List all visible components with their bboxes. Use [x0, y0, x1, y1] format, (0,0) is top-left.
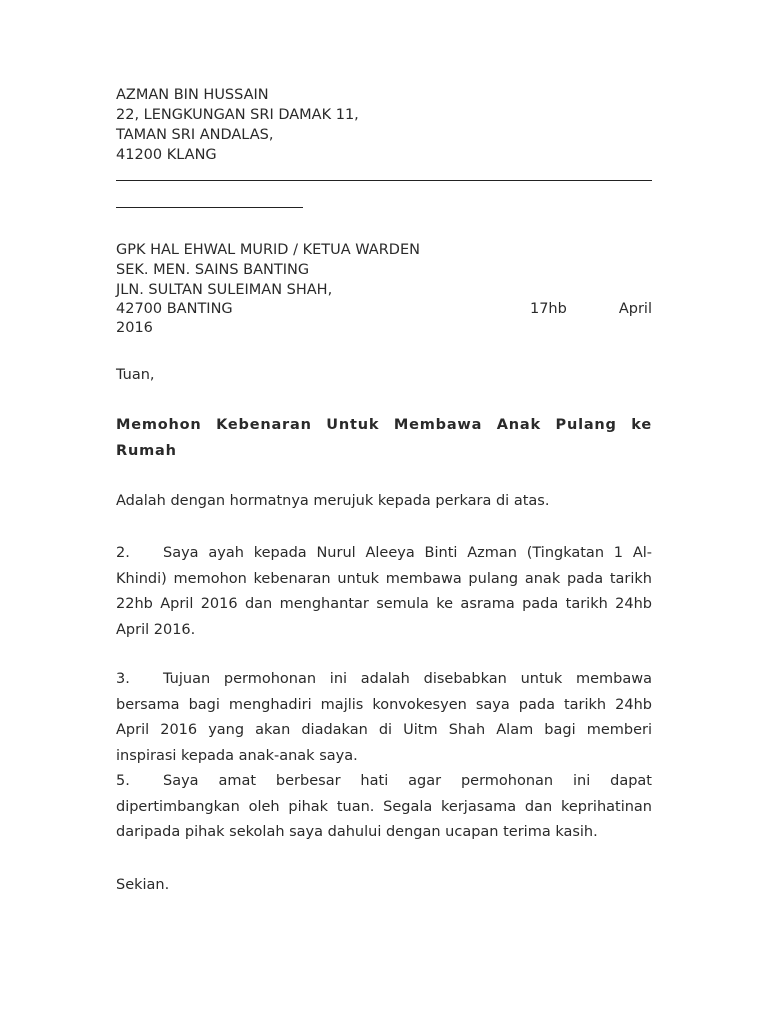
- separator-rule-long: [116, 180, 652, 181]
- paragraph-number: 5.: [116, 773, 130, 789]
- paragraph: [116, 769, 652, 846]
- recipient-title: GPK HAL EHWAL MURID / KETUA WARDEN: [116, 242, 420, 258]
- sender-address-line2: TAMAN SRI ANDALAS,: [116, 127, 274, 143]
- paragraph-number: 3.: [116, 671, 130, 687]
- sender-address-line1: 22, LENGKUNGAN SRI DAMAK 11,: [116, 107, 359, 123]
- date-day: 17hb: [529, 301, 567, 317]
- sender-address-line3: 41200 KLANG: [116, 147, 217, 163]
- paragraph-text: Saya amat berbesar hati agar permohonan ini dapat dipertimbangkan oleh pihak tuan. Segala kerjasama dan keprihatinan daripada pihak sekolah saya dahului dengan ucapan terima kasih.: [116, 773, 652, 840]
- recipient-postcode-date-row: [116, 299, 652, 319]
- date-year: 2016: [116, 320, 153, 336]
- paragraph: [116, 541, 652, 643]
- letter-subject: Memohon Kebenaran Untuk Membawa Anak Pulang ke Rumah: [116, 417, 652, 459]
- recipient-street: JLN. SULTAN SULEIMAN SHAH,: [116, 282, 333, 298]
- sender-name: AZMAN BIN HUSSAIN: [116, 87, 269, 103]
- separator-rule-short: [116, 207, 303, 208]
- date-month: April: [618, 301, 652, 317]
- paragraph-text: Tujuan permohonan ini adalah disebabkan untuk membawa bersama bagi menghadiri majlis konvokesyen saya pada tarikh 24hb April 2016 yang akan diadakan di Uitm Shah Alam bagi memberi inspirasi kepada anak-anak saya.: [116, 671, 652, 764]
- paragraph-text: Saya ayah kepada Nurul Aleeya Binti Azman (Tingkatan 1 Al-Khindi) memohon kebenaran untuk membawa pulang anak pada tarikh 22hb April 2016 dan menghantar semula ke asrama pada tarikh 24hb April 2016.: [116, 545, 652, 638]
- recipient-postcode-city: 42700 BANTING: [116, 301, 233, 317]
- recipient-school: SEK. MEN. SAINS BANTING: [116, 262, 310, 278]
- paragraph: [116, 667, 652, 769]
- closing: Sekian.: [116, 877, 170, 893]
- opening-line: Adalah dengan hormatnya merujuk kepada perkara di atas.: [116, 493, 550, 509]
- paragraph-number: 2.: [116, 545, 130, 561]
- salutation: Tuan,: [116, 367, 155, 383]
